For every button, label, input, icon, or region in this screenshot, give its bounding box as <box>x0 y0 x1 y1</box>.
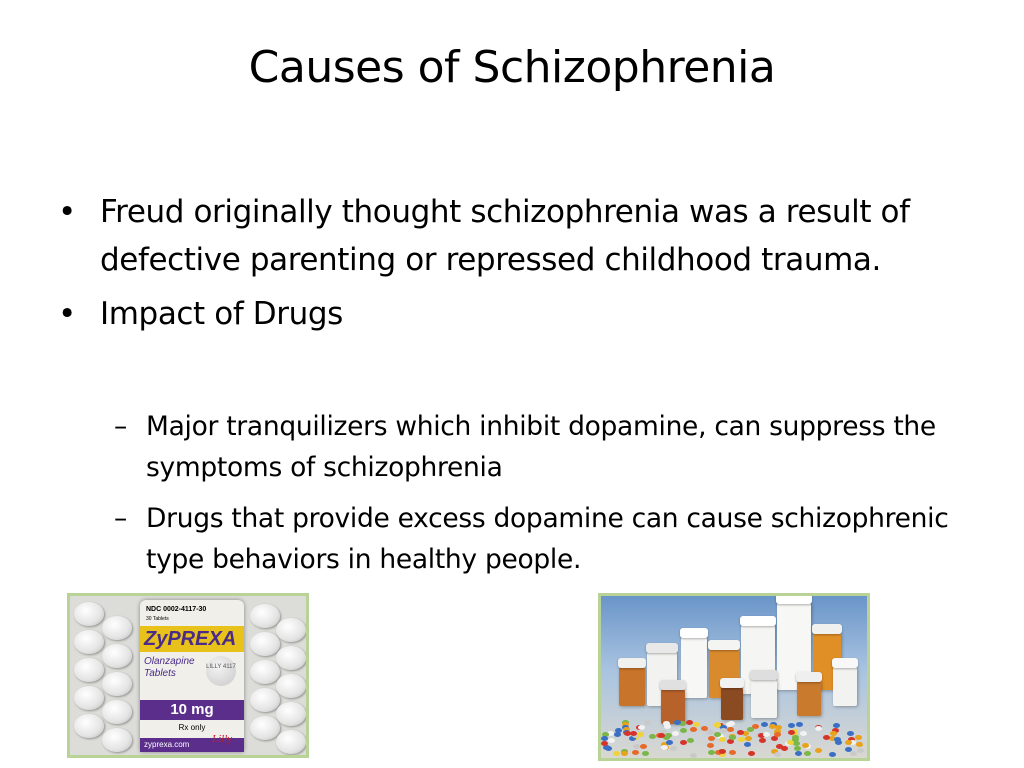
loose-pill <box>856 742 863 747</box>
pill-bottle <box>661 688 685 724</box>
loose-pill <box>680 728 687 733</box>
loose-pill <box>719 737 726 742</box>
loose-pill <box>815 726 822 731</box>
pill-bottle <box>619 666 645 706</box>
pill-tablet <box>276 646 306 670</box>
bullet-marker: • <box>58 296 76 332</box>
loose-pill <box>690 753 697 758</box>
pill-tablet <box>276 702 306 726</box>
sub-bullet-item <box>58 406 958 488</box>
bullet-item <box>58 188 958 284</box>
sub-bullet-marker: – <box>114 503 127 534</box>
loose-pill <box>745 736 752 741</box>
zyprexa-bottle-photo <box>67 593 309 758</box>
loose-pill <box>788 723 795 728</box>
label-seal: LILLY 4117 <box>206 656 236 686</box>
bottle-cap <box>720 678 744 688</box>
label-maker: Lilly <box>212 733 233 745</box>
loose-pill <box>823 735 830 740</box>
loose-pill <box>850 751 857 756</box>
loose-pill <box>727 727 734 732</box>
pill-tablet <box>250 716 280 740</box>
pill-tablet <box>74 630 104 654</box>
pill-tablet <box>74 658 104 682</box>
loose-pill <box>738 737 745 742</box>
label-ndc: NDC 0002-4117-30 <box>146 606 207 613</box>
sub-bullet-marker: – <box>114 411 127 442</box>
loose-pill <box>729 735 736 740</box>
bottle-cap <box>776 594 812 604</box>
label-site: zyprexa.com <box>140 738 244 752</box>
pill-bottles-photo <box>598 593 870 761</box>
pill-tablet <box>276 730 306 754</box>
bottle-cap <box>812 624 842 634</box>
bottle-cap <box>796 672 822 682</box>
loose-pill <box>661 745 668 750</box>
loose-pill <box>775 725 782 730</box>
loose-pill <box>830 731 837 736</box>
loose-pill <box>835 740 842 745</box>
loose-pill <box>729 750 736 755</box>
loose-pill <box>621 751 628 756</box>
loose-pill <box>686 720 693 725</box>
bottle-cap <box>832 658 858 668</box>
pill-tablet <box>102 644 132 668</box>
pill-tablet <box>250 688 280 712</box>
loose-pill <box>642 751 649 756</box>
loose-pill <box>664 724 671 729</box>
pill-bottle <box>833 666 857 706</box>
loose-pill <box>690 727 697 732</box>
pill-tablet <box>102 700 132 724</box>
loose-pill <box>633 744 640 749</box>
loose-pill <box>792 737 799 742</box>
loose-pill <box>666 740 673 745</box>
bullet-text: Impact of Drugs <box>100 296 343 332</box>
loose-pill <box>744 742 751 747</box>
loose-pill <box>707 743 714 748</box>
pill-bottle <box>797 680 821 716</box>
pill-tablet <box>250 660 280 684</box>
bottle-cap <box>618 658 646 668</box>
pill-bottle <box>721 686 743 720</box>
loose-pill <box>644 720 651 725</box>
loose-pill <box>815 748 822 753</box>
loose-pill <box>747 727 754 732</box>
bullet-marker: • <box>58 194 76 230</box>
loose-pill <box>680 740 687 745</box>
loose-pill <box>855 735 862 740</box>
pill-tablet <box>250 632 280 656</box>
label-count: 30 Tablets <box>146 616 169 622</box>
sub-bullet-item <box>58 498 958 580</box>
pill-tablet <box>102 672 132 696</box>
loose-pill <box>608 738 615 743</box>
loose-pill <box>637 732 644 737</box>
loose-pill <box>845 740 852 745</box>
loose-pill <box>774 732 781 737</box>
loose-pill <box>674 720 681 725</box>
loose-pill <box>720 728 727 733</box>
loose-pill <box>761 722 768 727</box>
loose-pill <box>640 744 647 749</box>
pill-bottle <box>751 678 777 718</box>
loose-pill <box>759 738 766 743</box>
loose-pill <box>665 733 672 738</box>
label-generic: Olanzapine Tablets <box>144 656 195 679</box>
loose-pill <box>670 746 677 751</box>
loose-pill <box>833 723 840 728</box>
sub-bullet-list <box>58 406 958 590</box>
loose-pill <box>708 736 715 741</box>
sub-bullet-text: Major tranquilizers which inhibit dopamine, can suppress the symptoms of schizophrenia <box>146 411 936 483</box>
bullet-list <box>58 188 958 344</box>
label-brand: ZyPREXA <box>140 626 244 652</box>
loose-pill <box>632 750 639 755</box>
label-dose: 10 mg <box>140 700 244 720</box>
bottle-cap <box>680 628 708 638</box>
loose-pill <box>796 722 803 727</box>
pill-tablet <box>74 714 104 738</box>
loose-pill <box>708 750 715 755</box>
loose-pill <box>638 725 645 730</box>
pill-tablet <box>276 674 306 698</box>
bullet-item <box>58 290 958 338</box>
bottle-cap <box>660 680 686 690</box>
pill-tablet <box>276 618 306 642</box>
pill-tablet <box>102 616 132 640</box>
loose-pill <box>714 732 721 737</box>
slide-title: Causes of Schizophrenia <box>248 42 776 93</box>
loose-pill <box>847 731 854 736</box>
bottle-cap <box>740 616 776 626</box>
pill-tablet <box>102 728 132 752</box>
loose-pill <box>707 730 714 735</box>
loose-pill <box>615 728 622 733</box>
loose-pill <box>649 734 656 739</box>
loose-pill <box>774 752 781 757</box>
bottle-cap <box>750 670 778 680</box>
label-rx: Rx only <box>178 723 206 732</box>
loose-pill <box>658 733 665 738</box>
loose-pill <box>687 738 694 743</box>
loose-pill <box>630 731 637 736</box>
pill-tablet <box>74 602 104 626</box>
sub-bullet-text: Drugs that provide excess dopamine can cause schizophrenic type behaviors in healthy people. <box>146 503 949 575</box>
loose-pill <box>719 749 726 754</box>
loose-pill <box>845 747 852 752</box>
loose-pill <box>795 751 802 756</box>
loose-pill <box>737 730 744 735</box>
loose-pill <box>800 731 807 736</box>
loose-pill <box>781 746 788 751</box>
loose-pill <box>763 732 770 737</box>
loose-pill <box>672 731 679 736</box>
loose-pill <box>829 752 836 757</box>
loose-pill <box>857 748 864 753</box>
bullet-text: Freud originally thought schizophrenia was a result of defective parenting or repressed childhood trauma. <box>100 194 910 278</box>
loose-pill <box>748 751 755 756</box>
loose-pill <box>605 746 612 751</box>
pill-tablet <box>74 686 104 710</box>
bottle-label <box>140 600 244 752</box>
loose-pill <box>613 751 620 756</box>
bottle-cap <box>646 643 678 653</box>
bottle-cap <box>708 640 740 650</box>
loose-pill <box>788 730 795 735</box>
loose-pill <box>804 751 811 756</box>
pill-tablet <box>250 604 280 628</box>
loose-pill <box>802 743 809 748</box>
